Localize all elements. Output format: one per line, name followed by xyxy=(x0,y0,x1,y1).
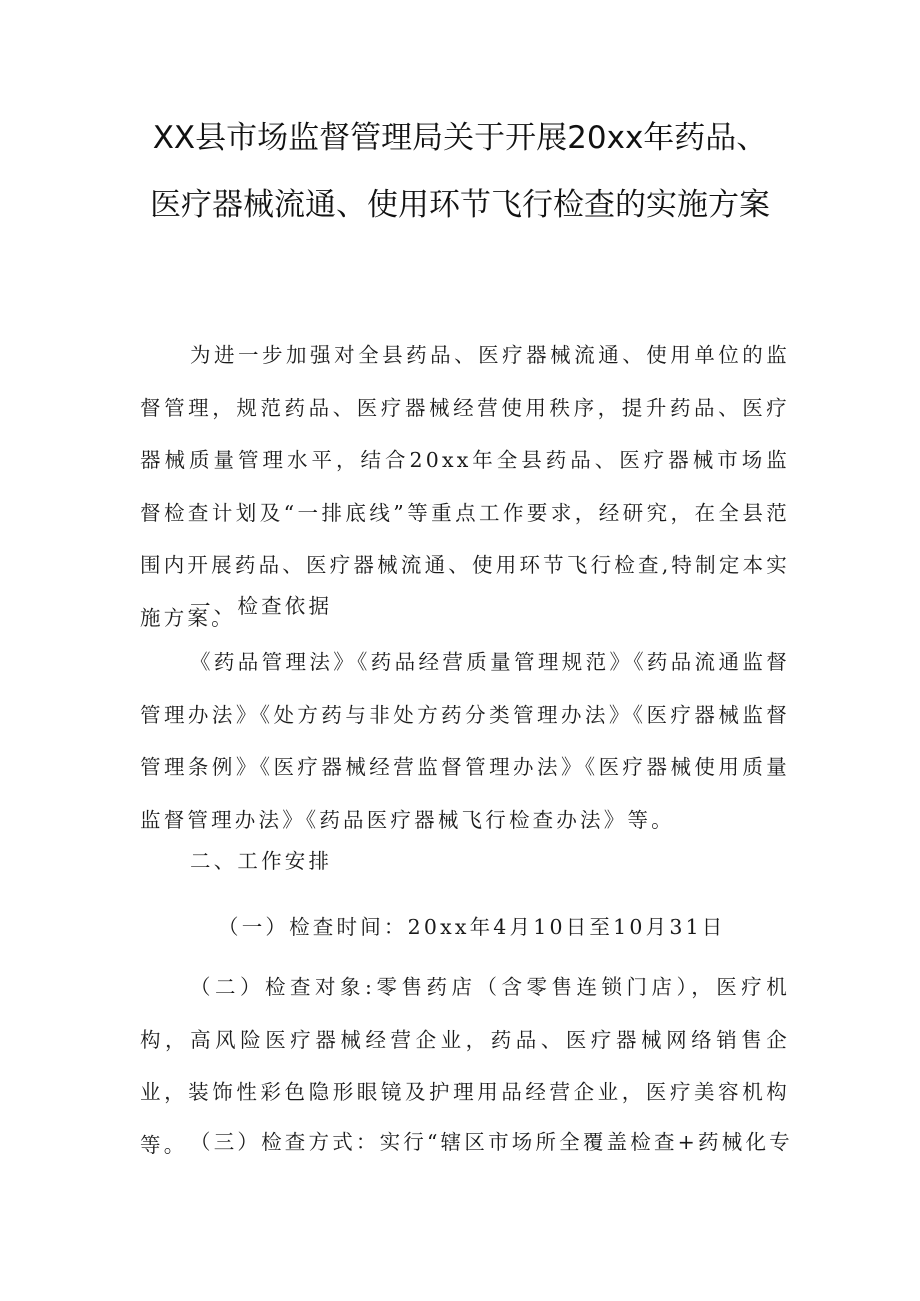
section-2-heading: 二、工作安排 xyxy=(190,849,333,873)
document-title-line-2: 医疗器械流通、使用环节飞行检查的实施方案 xyxy=(150,187,770,223)
section-1-heading: 一、检查依据 xyxy=(190,594,333,618)
section-2-item-2: （二）检查对象:零售药店（含零售连锁门店），医疗机构，高风险医疗器械经营企业，药品、医疗器械网络销售企业，装饰性彩色隐形眼镜及护理用品经营企业，医疗美容机构等。 xyxy=(140,975,790,1157)
intro-paragraph: 为进一步加强对全县药品、医疗器械流通、使用单位的监督管理，规范药品、医疗器械经营使用秩序，提升药品、医疗器械质量管理水平，结合20xx年全县药品、医疗器械市场监督检查计划及“一排底线”等重点工作要求，经研究，在全县范围内开展药品、医疗器械流通、使用环节飞行检查,特制定本实施方案。 xyxy=(140,343,790,630)
section-2-item-3: （三）检查方式：实行“辖区市场所全覆盖检查+药械化专 xyxy=(190,1130,793,1154)
document-title-line-1: XX县市场监督管理局关于开展20xx年药品、 xyxy=(152,120,768,156)
section-1-body: 《药品管理法》《药品经营质量管理规范》《药品流通监督管理办法》《处方药与非处方药分类管理办法》《医疗器械监督管理条例》《医疗器械经营监督管理办法》《医疗器械使用质量监督管理办法》《药品医疗器械飞行检查办法》等。 xyxy=(140,650,790,832)
section-2-item-1: （一）检查时间：20xx年4月10日至10月31日 xyxy=(218,915,726,939)
